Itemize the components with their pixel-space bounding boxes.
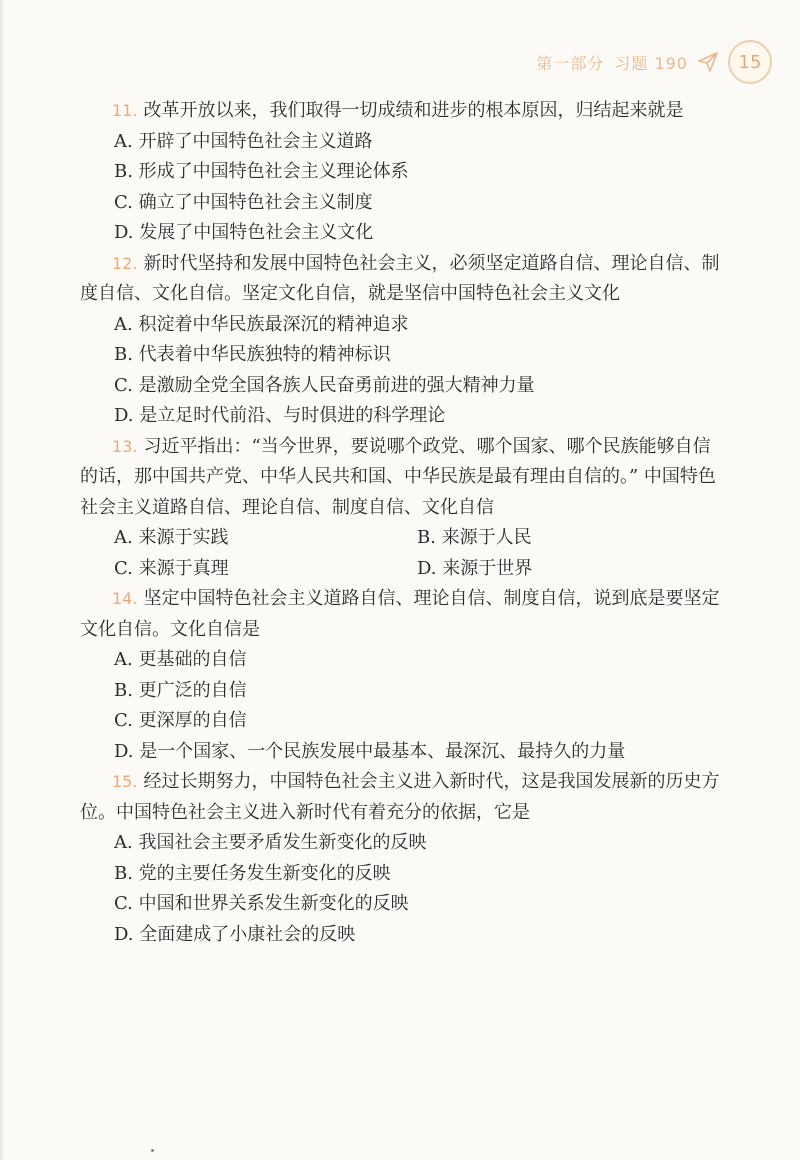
question-number: 15.	[112, 772, 138, 791]
question-stem	[80, 96, 720, 127]
option-a: A. 积淀着中华民族最深沉的精神追求	[114, 313, 409, 335]
page-header	[536, 40, 772, 84]
question-text: 坚定中国特色社会主义道路自信、理论自信、制度自信，说到底是要坚定文化自信。文化自信是	[80, 588, 720, 640]
page-binding-shadow	[0, 0, 4, 1160]
question-stem	[80, 249, 720, 310]
option-d: D. 是立足时代前沿、与时俱进的科学理论	[114, 405, 446, 426]
option-a: A. 来源于实践	[114, 527, 229, 548]
print-speck	[151, 1149, 154, 1152]
options-row	[80, 523, 720, 554]
section-title: 第一部分	[536, 53, 605, 73]
question-13	[80, 432, 720, 585]
option-c: C. 更深厚的自信	[114, 710, 247, 731]
option-d: D. 来源于世界	[417, 557, 533, 579]
option-b: B. 来源于人民	[417, 527, 532, 548]
option-d: D. 发展了中国特色社会主义文化	[114, 222, 374, 243]
option-c: C. 中国和世界关系发生新变化的反映	[114, 893, 409, 914]
option-b: B. 形成了中国特色社会主义理论体系	[114, 161, 409, 182]
option-a: A. 我国社会主要矛盾发生新变化的反映	[114, 832, 427, 853]
option-b: B. 党的主要任务发生新变化的反映	[114, 862, 391, 884]
question-text: 经过长期努力，中国特色社会主义进入新时代，这是我国发展新的历史方位。中国特色社会主义进入新时代有着充分的依据，它是	[80, 771, 720, 823]
question-11	[80, 96, 720, 249]
option-a: A. 开辟了中国特色社会主义道路	[114, 130, 373, 152]
question-15	[80, 767, 720, 950]
options-row	[80, 554, 720, 585]
option-b: B. 代表着中华民族独特的精神标识	[114, 344, 391, 365]
question-stem	[80, 584, 720, 645]
option-c: C. 来源于真理	[114, 557, 229, 579]
question-text: 习近平指出：“当今世界，要说哪个政党、哪个国家、哪个民族能够自信的话，那中国共产党、中华人民共和国、中华民族是最有理由自信的。” 中国特色社会主义道路自信、理论自信、制度自信、文化自信	[80, 435, 716, 518]
option-d: D. 是一个国家、一个民族发展中最基本、最深沉、最持久的力量	[114, 740, 626, 762]
question-12	[80, 249, 720, 432]
option-d: D. 全面建成了小康社会的反映	[114, 923, 356, 945]
question-stem	[80, 432, 720, 524]
question-number: 13.	[112, 436, 138, 456]
option-c: C. 确立了中国特色社会主义制度	[114, 191, 373, 213]
question-stem	[80, 767, 720, 828]
question-14	[80, 584, 720, 767]
question-text: 新时代坚持和发展中国特色社会主义，必须坚定道路自信、理论自信、制度自信、文化自信。坚定文化自信，就是坚信中国特色社会主义文化	[80, 252, 720, 304]
question-number: 14.	[112, 589, 138, 608]
page-number-badge: 15	[728, 40, 772, 84]
option-c: C. 是激励全党全国各族人民奋勇前进的强大精神力量	[114, 374, 535, 396]
questions-list	[80, 96, 720, 950]
exercise-subtitle: 习题 190	[614, 53, 688, 73]
question-number: 11.	[112, 101, 138, 120]
question-text: 改革开放以来，我们取得一切成绩和进步的根本原因，归结起来就是	[143, 100, 684, 121]
option-a: A. 更基础的自信	[114, 649, 247, 670]
question-number: 12.	[112, 253, 138, 273]
option-b: B. 更广泛的自信	[114, 679, 247, 701]
paper-plane-icon	[698, 52, 718, 72]
